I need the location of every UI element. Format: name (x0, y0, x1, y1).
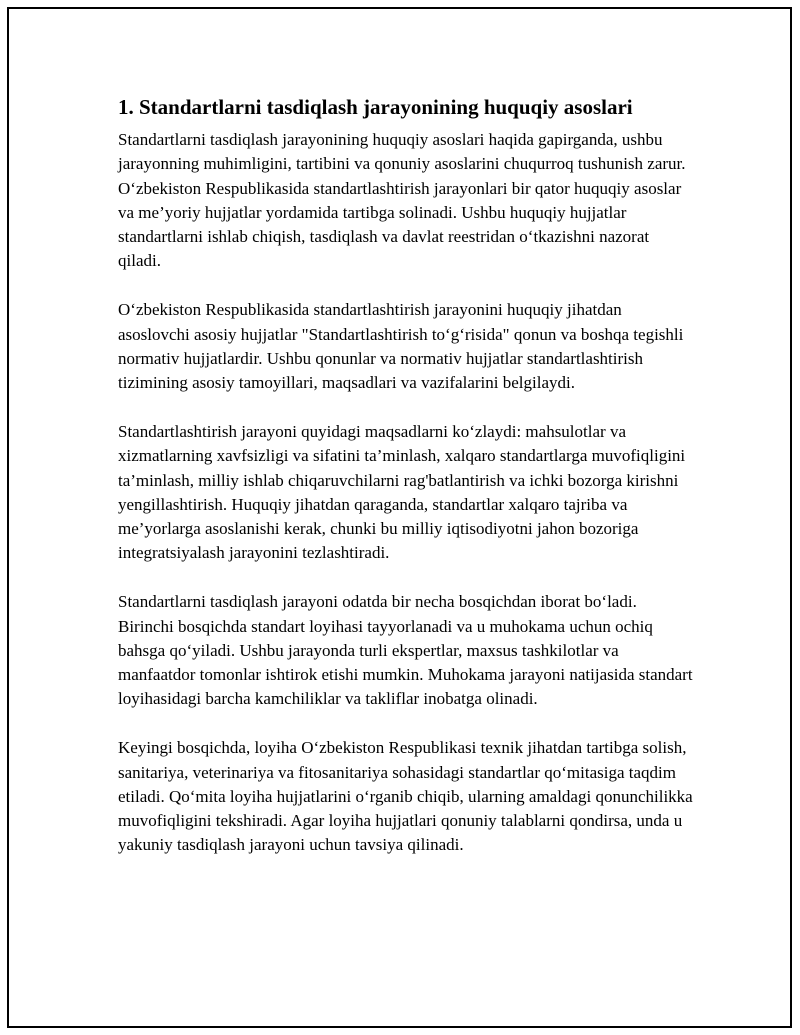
paragraph-4: Standartlarni tasdiqlash jarayoni odatda bir necha bosqichdan iborat bo‘ladi. Birinchi bosqichda standart loyihasi tayyorlanadi va u muhokama uchun ochiq bahsga qo‘yiladi. Ushbu jarayonda turli ekspertlar, maxsus tashkilotlar va manfaatdor tomonlar ishtirok etishi mumkin. Muhokama jarayoni natijasida standart loyihasidagi barcha kamchiliklar va takliflar inobatga olinadi. (118, 592, 693, 709)
section-heading: 1. Standartlarni tasdiqlash jarayonining huquqiy asoslari (118, 95, 633, 119)
document-body (118, 92, 693, 882)
paragraph-5: Keyingi bosqichda, loyiha O‘zbekiston Respublikasi texnik jihatdan tartibga solish, sanitariya, veterinariya va fitosanitariya sohasidagi standartlar qo‘mitasiga taqdim etiladi. Qo‘mita loyiha hujjatlarini o‘rganib chiqib, ularning amaldagi qonunchilikka muvofiqligini tekshiradi. Agar loyiha hujjatlari qonuniy talablarni qondirsa, unda u yakuniy tasdiqlash jarayoni uchun tavsiya qilinadi. (118, 738, 693, 855)
paragraph-2: O‘zbekiston Respublikasida standartlashtirish jarayonini huquqiy jihatdan asoslovchi asosiy hujjatlar "Standartlashtirish to‘g‘risida" qonun va boshqa tegishli normativ hujjatlardir. Ushbu qonunlar va normativ hujjatlar standartlashtirish tizimining asosiy tamoyillari, maqsadlari va vazifalarini belgilaydi. (118, 300, 684, 393)
paragraph-3: Standartlashtirish jarayoni quyidagi maqsadlarni ko‘zlaydi: mahsulotlar va xizmatlarning xavfsizligi va sifatini ta’minlash, xalqaro standartlarga muvofiqligini ta’minlash, milliy ishlab chiqaruvchilarni rag'batlantirish va ichki bozorga kirishni yengillashtirish. Huquqiy jihatdan qaraganda, standartlar xalqaro tajriba va me’yorlarga asoslanishi kerak, chunki bu milliy iqtisodiyotni jahon bozoriga integratsiyalash jarayonini tezlashtiradi. (118, 421, 686, 563)
paragraph-1: Standartlarni tasdiqlash jarayonining huquqiy asoslari haqida gapirganda, ushbu jarayonning muhimligini, tartibini va qonuniy asoslarini chuqurroq tushunish zarur. O‘zbekiston Respublikasida standartlashtirish jarayonlari bir qator huquqiy asoslar va me’yoriy hujjatlar yordamida tartibga solinadi. Ushbu huquqiy hujjatlar standartlarni ishlab chiqish, tasdiqlash va davlat reestridan o‘tkazishni nazorat qiladi. (118, 130, 686, 271)
